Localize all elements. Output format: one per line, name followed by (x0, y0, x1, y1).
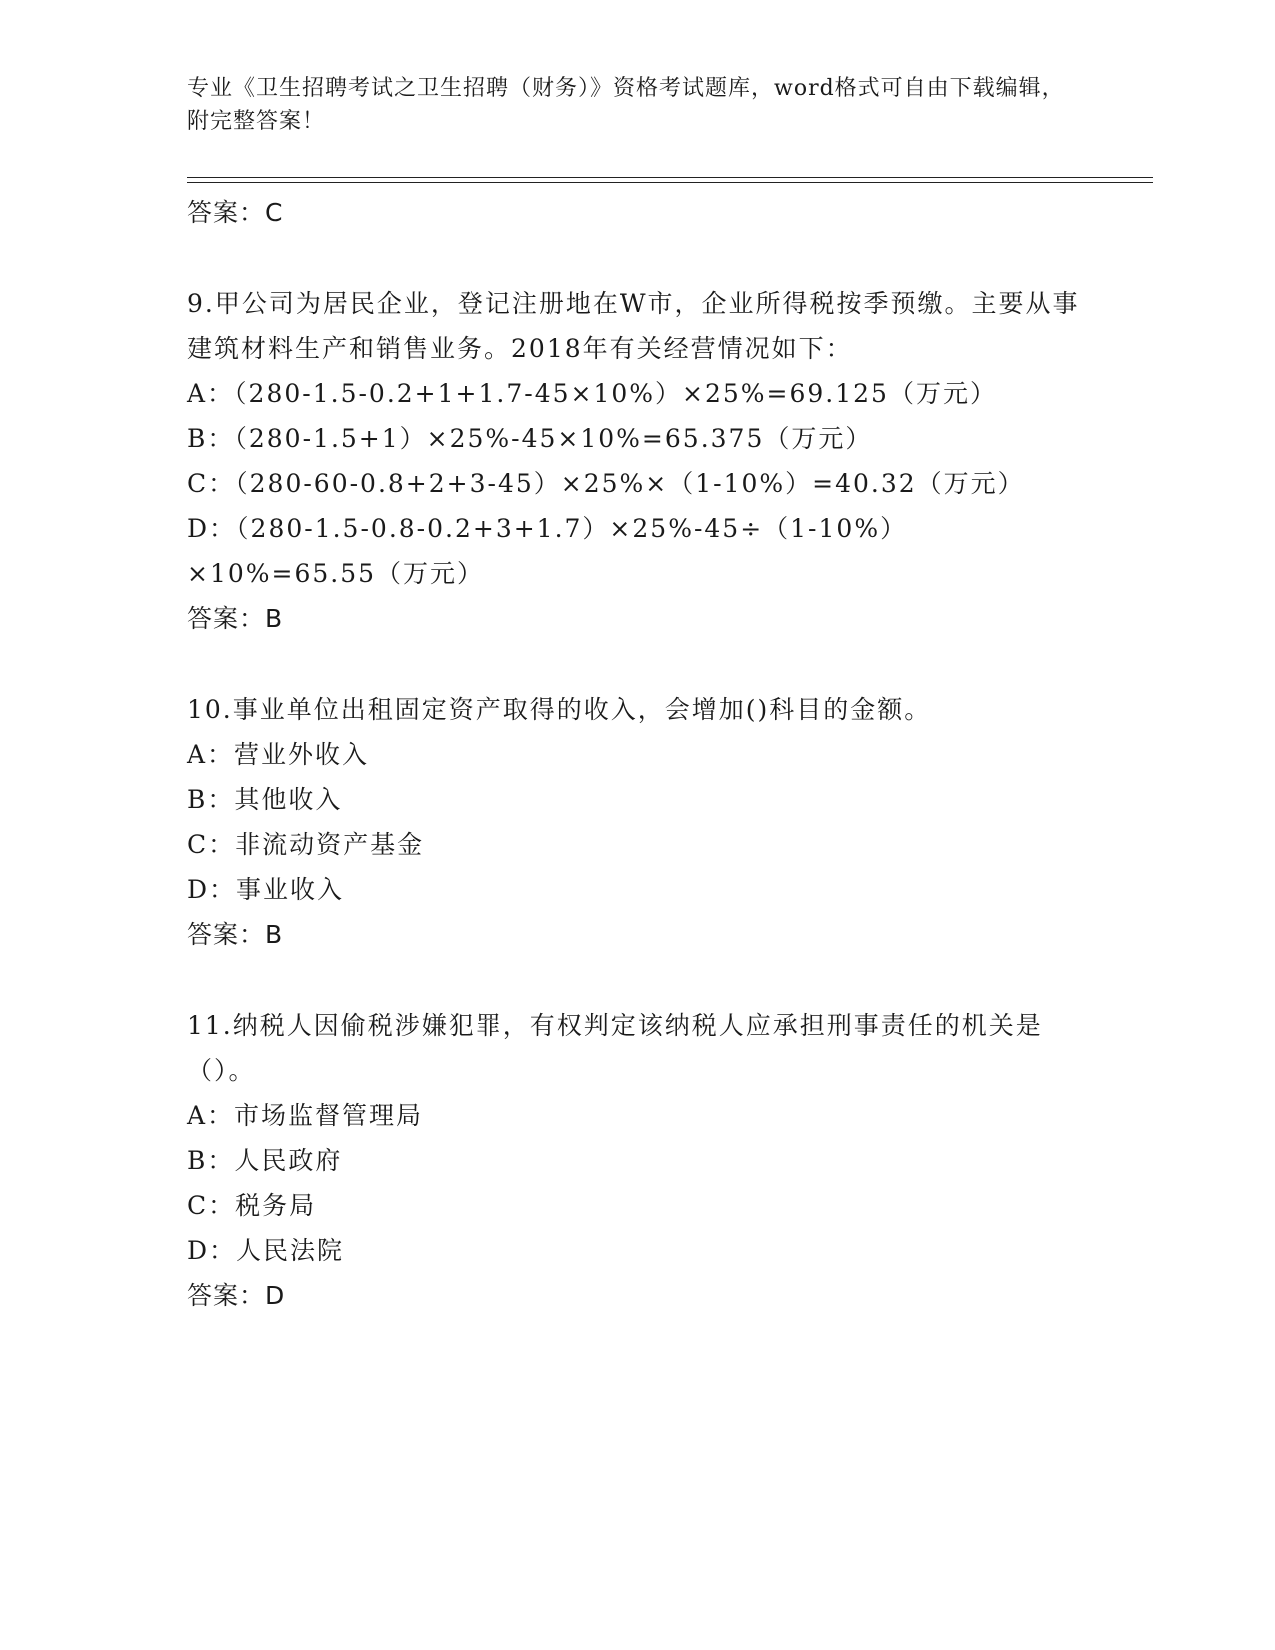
answer-line: 答案：B (187, 604, 284, 633)
question-list (187, 190, 1087, 1318)
option-a: A：（280-1.5-0.2+1+1.7-45×10%）×25%=69.125（万元） (187, 379, 997, 408)
option-d: D：（280-1.5-0.8-0.2+3+1.7）×25%-45÷（1-10%）×10%=65.55（万元） (187, 514, 908, 588)
option-c: C：（280-60-0.8+2+3-45）×25%×（1-10%）=40.32（万元） (187, 469, 1025, 498)
answer-line: 答案：C (187, 198, 284, 227)
question-stem: 9.甲公司为居民企业，登记注册地在W市，企业所得税按季预缴。主要从事建筑材料生产和销售业务。2018年有关经营情况如下： (187, 289, 1080, 363)
question-9 (187, 281, 1087, 641)
option-d: D：人民法院 (187, 1236, 345, 1265)
question-stem: 10.事业单位出租固定资产取得的收入，会增加()科目的金额。 (187, 695, 932, 724)
option-b: B：人民政府 (187, 1146, 343, 1175)
question-10 (187, 687, 1087, 957)
option-a: A：营业外收入 (187, 740, 370, 769)
option-a: A：市场监督管理局 (187, 1101, 424, 1130)
header-divider-bottom (187, 182, 1153, 183)
option-b: B：（280-1.5+1）×25%-45×10%=65.375（万元） (187, 424, 873, 453)
option-d: D：事业收入 (187, 875, 345, 904)
question-stem: 11.纳税人因偷税涉嫌犯罪，有权判定该纳税人应承担刑事责任的机关是（）。 (187, 1011, 1043, 1085)
header-divider-top (187, 177, 1153, 178)
page-header: 专业《卫生招聘考试之卫生招聘（财务）》资格考试题库，word格式可自由下载编辑，附完整答案！ (187, 76, 1065, 134)
answer-line: 答案：B (187, 920, 284, 949)
question-11 (187, 1003, 1087, 1318)
answer-line: 答案：D (187, 1281, 286, 1310)
option-b: B：其他收入 (187, 785, 343, 814)
option-c: C：非流动资产基金 (187, 830, 425, 859)
option-c: C：税务局 (187, 1191, 317, 1220)
